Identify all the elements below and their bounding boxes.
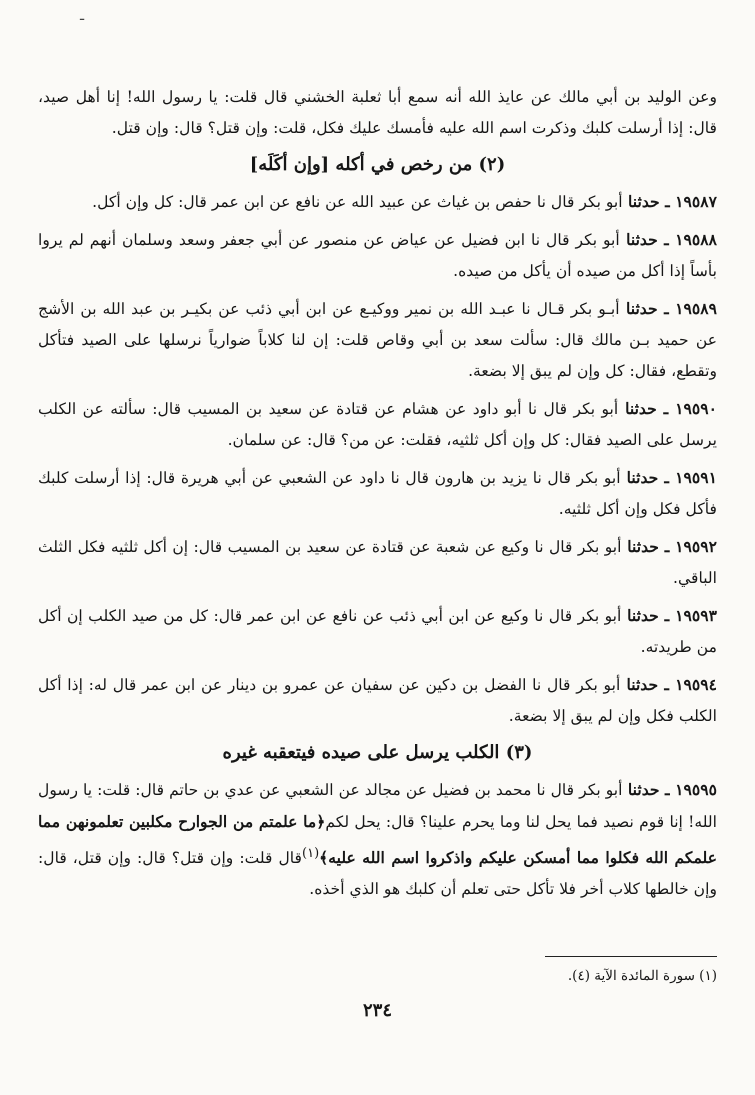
hadith-lead: ـ حدثنا [618, 399, 676, 418]
intro-paragraph: وعن الوليد بن أبي مالك عن عايذ الله أنه سمع أبا ثعلبة الخشني قال قلت: يا رسول الله! إنا أهل صيد، قال: إذا أرسلت كلبك وذكرت اسم الله عليه فأمسك عليك فكل، قلت: وإن قتل؟ قال: وإن قتل. [38, 88, 717, 137]
hadith-number: ١٩٥٨٨ [675, 230, 718, 249]
footnote-divider [545, 956, 717, 957]
hadith-text: أبو بكر قال نا الفضل بن دكين عن سفيان عن عمرو بن دينار عن ابن عمر قال له: إذا أكل الكلب فكل وإن لم يبق إلا بضعة. [38, 676, 717, 725]
hadith-number: ١٩٥٨٧ [675, 192, 717, 211]
section-2-heading: (٢) من رخص في أكله [وإن أكَلَه] [249, 154, 506, 175]
hadith-number: ١٩٥٩٤ [675, 675, 717, 694]
footnote: (١) سورة المائدة الآية (٤). [567, 968, 717, 984]
hadith-19589 [38, 293, 717, 387]
hadith-text: أبو بكر قال نا أبو داود عن هشام عن قتادة عن سعيد بن المسيب قال: سألته عن الكلب يرسل على الصيد فقال: كل وإن أكل ثلثيه، فقلت: عن من؟ قال: عن سلمان. [38, 400, 717, 449]
hadith-19595 [38, 774, 717, 905]
hadith-lead: ـ حدثنا [622, 780, 676, 799]
hadith-lead: ـ حدثنا [619, 230, 676, 249]
top-mark: ـ [80, 8, 85, 24]
hadith-text-continued: قال قلت: وإن قتل؟ قال: وإن قتل، قال: وإن خالطها كلاب أخر فلا تأكل حتى تعلم أن كلبك هو الذي أخذه. [38, 849, 717, 899]
hadith-number: ١٩٥٩١ [675, 468, 718, 487]
hadith-lead: ـ حدثنا [621, 537, 676, 556]
hadith-text: أبو بكر قال نا ابن فضيل عن عياض عن منصور عن أبي جعفر وسعد وسلمان أنهم لم يروا بأساً إذا أكل من صيده أن يأكل من صيده. [38, 231, 717, 280]
hadith-text: أبو بكر قال نا حفص بن غياث عن عبيد الله عن نافع عن ابن عمر قال: كل وإن أكل. [92, 193, 623, 211]
hadith-number: ١٩٥٩٥ [675, 780, 717, 799]
section-3-heading: (٣) الكلب يرسل على صيده فيتعقبه غيره [222, 742, 533, 763]
hadith-19592 [38, 531, 717, 594]
hadith-19588 [38, 224, 717, 287]
hadith-text: أبو بكر قال نا وكيع عن ابن أبي ذئب عن نافع عن ابن عمر قال: كل من صيد الكلب إن أكل من طريدته. [38, 607, 717, 656]
main-content [38, 82, 717, 911]
footnote-reference[interactable]: (١) [302, 846, 320, 861]
hadith-text: أبـو بكر قـال نا عبـد الله بن نمير ووكيـع عن ابن أبي ذئب عن بكيـر بن عبد الله بن الأشج عن حميد بـن مالك قال: سألت سعد بن أبي وقاص قلت: إن لنا كلاباً ضوارياً نرسلها على الصيد فتأكل وتقطع، فقال: كل وإن لم يبق إلا بضعة. [38, 300, 717, 380]
hadith-19587 [38, 186, 717, 218]
hadith-number: ١٩٥٩٣ [675, 606, 717, 625]
page-number: ٢٣٤ [362, 1000, 392, 1021]
hadith-number: ١٩٥٩٢ [675, 537, 717, 556]
hadith-number: ١٩٥٨٩ [675, 299, 717, 318]
hadith-19593 [38, 600, 717, 663]
hadith-number: ١٩٥٩٠ [675, 399, 717, 418]
quran-verse: ﴿ما علمتم من الجوارح مكلبين تعلمونهن مما علمكم الله فكلوا مما أمسكن عليكم واذكروا اسم الله عليه﴾ [38, 812, 717, 868]
hadith-lead: ـ حدثنا [622, 192, 676, 211]
hadith-19594 [38, 669, 717, 732]
page [38, 0, 717, 1095]
hadith-text: أبو بكر قال نا وكيع عن شعبة عن قتادة عن سعيد بن المسيب قال: إن أكل ثلثيه فكل الثلث الباقي. [38, 538, 717, 587]
hadith-19591 [38, 462, 717, 525]
hadith-19590 [38, 393, 717, 456]
hadith-text: أبو بكر قال نا يزيد بن هارون قال نا داود عن الشعبي عن أبي هريرة قال: إذا أرسلت كلبك فأكل فكل وإن أكل ثلثيه. [38, 469, 717, 518]
hadith-lead: ـ حدثنا [620, 675, 676, 694]
hadith-lead: ـ حدثنا [619, 299, 676, 318]
hadith-lead: ـ حدثنا [620, 468, 676, 487]
hadith-lead: ـ حدثنا [621, 606, 676, 625]
hadith-text: أبو بكر قال نا محمد بن فضيل عن مجالد عن الشعبي عن عدي بن حاتم قال: قلت: يا رسول الله! إنا قوم نصيد فما يحل لنا وما يحرم علينا؟ قال: يحل لكم [38, 781, 717, 831]
